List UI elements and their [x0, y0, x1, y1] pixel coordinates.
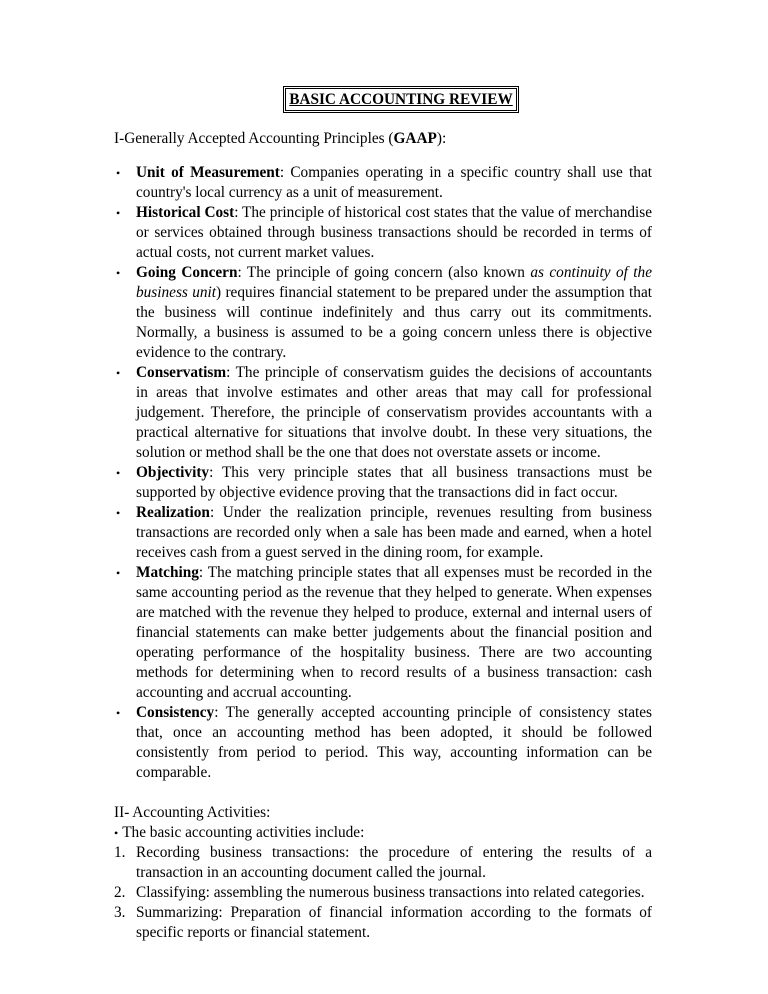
activity-number: 1.: [114, 844, 126, 861]
principle-text-after: ) requires financial statement to be prepared under the assumption that the business will continue indefinitely and thus carry out its commitments. Normally, a business is assumed to be a going concern unless there is objective evidence to the contrary.: [136, 284, 652, 361]
bullet-icon: •: [116, 366, 121, 380]
principle-text: : The principle of conservatism guides the decisions of accountants in areas that involve estimates and other areas that may call for professional judgement. Therefore, the principle of conservatism provides accountants with a practical alternative for situations that involve doubt. In these very situations, the solution or method shall be the one that does not overstate assets or income.: [136, 364, 652, 461]
principle-term: Objectivity: [136, 464, 210, 481]
bullet-icon: •: [116, 706, 121, 720]
section-1-heading-prefix: I-Generally Accepted Accounting Principles (: [114, 130, 394, 147]
activity-text: Classifying: assembling the numerous business transactions into related categories.: [136, 884, 645, 901]
bullet-icon: •: [116, 266, 121, 280]
principle-term: Consistency: [136, 704, 215, 721]
principle-item: [114, 563, 652, 703]
principle-text: : The generally accepted accounting principle of consistency states that, once an accounting method has been adopted, it should be followed consistently from period to period. This way, accounting information can be comparable.: [136, 704, 652, 781]
section-2-intro-text: The basic accounting activities include:: [122, 824, 365, 841]
activities-list: [114, 843, 652, 943]
principle-text: : Companies operating in a specific country shall use that country's local currency as a unit of measurement.: [136, 164, 652, 201]
principle-text: : The matching principle states that all expenses must be recorded in the same accounting period as the revenue that they helped to generate. When expenses are matched with the revenue they helped to produce, external and internal users of financial statements can make better judgements about the financial position and operating performance of the hospitality business. There are two accounting methods for determining when to record results of a business transaction: cash accounting and accrual accounting.: [136, 564, 652, 701]
activity-number: 2.: [114, 884, 126, 901]
section-1-heading-suffix: ):: [436, 130, 447, 147]
principle-text: : Under the realization principle, revenues resulting from business transactions are recorded only when a sale has been made and earned, when a hotel receives cash from a guest served in the dining room, for example.: [136, 504, 652, 561]
activity-item: [114, 843, 652, 883]
activity-number: 3.: [114, 904, 126, 921]
principle-term: Conservatism: [136, 364, 227, 381]
principle-item: [114, 503, 652, 563]
document-title: BASIC ACCOUNTING REVIEW: [285, 88, 517, 111]
principle-text: : The principle of historical cost states that the value of merchandise or services obtained through business transactions should be recorded in terms of actual costs, not current market values.: [136, 204, 652, 261]
activity-text: Summarizing: Preparation of financial information according to the formats of specific reports or financial statement.: [136, 904, 652, 941]
bullet-icon: •: [114, 826, 119, 840]
principle-item: [114, 703, 652, 783]
principle-item: [114, 363, 652, 463]
principles-list: [114, 163, 652, 783]
title-wrap: [114, 88, 652, 111]
principle-item: [114, 263, 652, 363]
section-2: [114, 803, 652, 943]
section-2-intro: [114, 823, 652, 843]
principle-text: : This very principle states that all business transactions must be supported by objective evidence proving that the transactions did in fact occur.: [136, 464, 652, 501]
principle-text: : The principle of going concern (also known: [237, 264, 531, 281]
bullet-icon: •: [116, 506, 121, 520]
gaap-abbrev: GAAP: [393, 130, 437, 147]
activity-item: [114, 903, 652, 943]
principle-term: Unit of Measurement: [136, 164, 280, 181]
principle-item: [114, 163, 652, 203]
principle-emphasis: as continuity of the business unit: [136, 264, 652, 301]
activity-item: [114, 883, 652, 903]
bullet-icon: •: [116, 566, 121, 580]
bullet-icon: •: [116, 166, 121, 180]
document-page: [114, 88, 652, 943]
bullet-icon: •: [116, 206, 121, 220]
principle-term: Matching: [136, 564, 199, 581]
bullet-icon: •: [116, 466, 121, 480]
section-1-heading: [114, 129, 652, 149]
principle-item: [114, 463, 652, 503]
activity-text: Recording business transactions: the procedure of entering the results of a transaction in an accounting document called the journal.: [136, 844, 652, 881]
principle-term: Going Concern: [136, 264, 238, 281]
section-2-heading: II- Accounting Activities:: [114, 804, 271, 821]
principle-term: Historical Cost: [136, 204, 235, 221]
principle-term: Realization: [136, 504, 210, 521]
principle-item: [114, 203, 652, 263]
